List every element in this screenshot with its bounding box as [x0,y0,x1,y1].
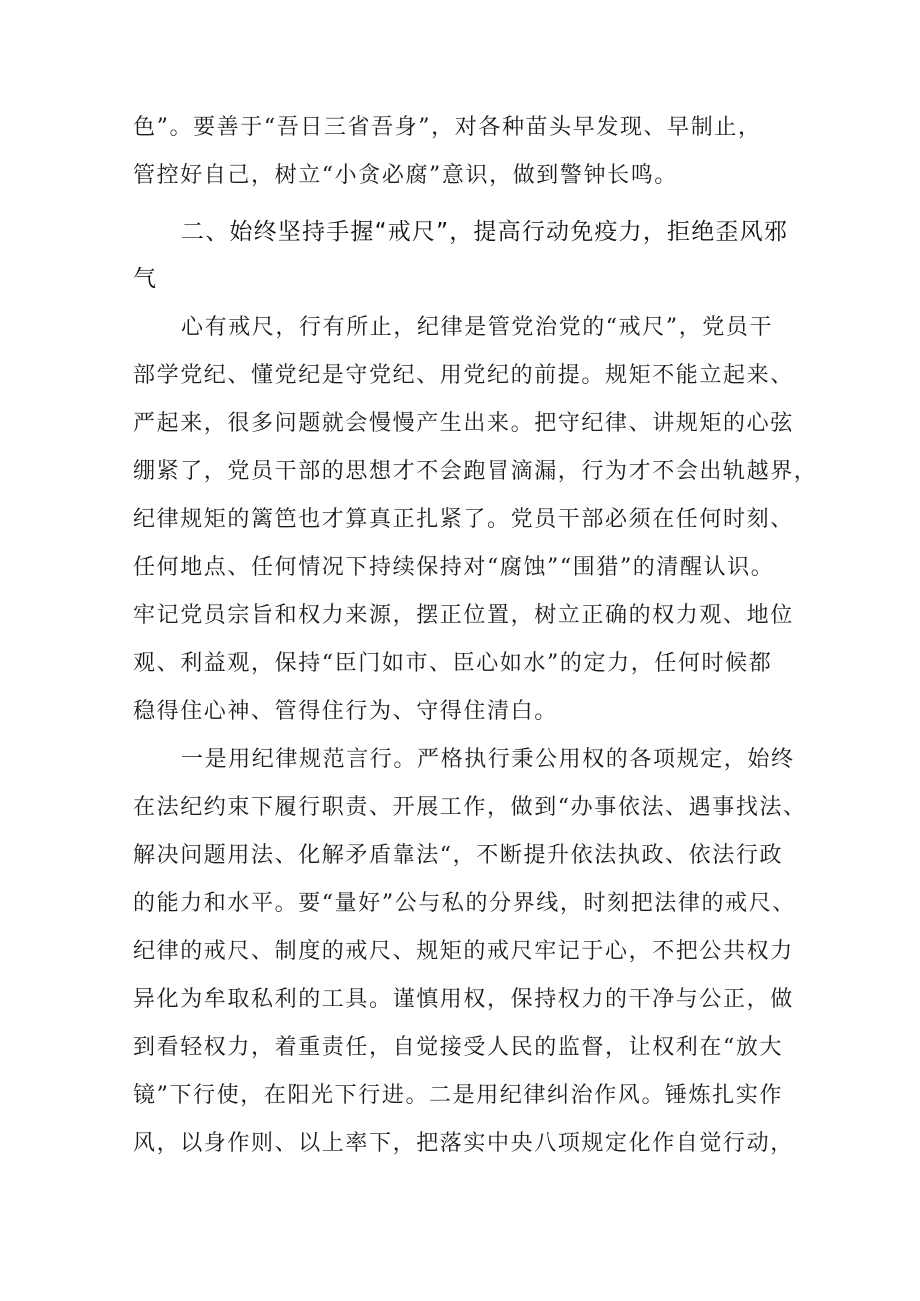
section-heading-continued: 气 [133,266,158,292]
text-line: 纪律的戒尺、制度的戒尺、规矩的戒尺牢记于心，不把公共权力 [133,939,794,964]
text-line: 稳得住心神、管得住行为、守得住清白。 [133,699,558,724]
text-line: 色”。要善于“吾日三省吾身”，对各种苗头早发现、早制止， [133,115,762,140]
text-line: 的能力和水平。要“量好”公与私的分界线，时刻把法律的戒尺、 [133,891,796,916]
text-line: 管控好自己，树立“小贪必腐”意识，做到警钟长鸣。 [133,163,678,188]
text-line: 在法纪约束下履行职责、开展工作，做到“办事依法、遇事找法、 [133,795,807,820]
section-heading: 二、始终坚持手握“戒尺”，提高行动免疫力，拒绝歪风邪 [181,219,789,245]
text-line: 异化为牟取私利的工具。谨慎用权，保持权力的干净与公正，做 [133,987,794,1012]
text-line: 风，以身作则、以上率下，把落实中央八项规定化作自觉行动， [133,1131,794,1156]
text-line: 观、利益观，保持“臣门如市、臣心如水”的定力，任何时候都 [133,651,773,676]
text-line: 一是用纪律规范言行。严格执行秉公用权的各项规定，始终 [181,747,795,772]
text-line: 严起来，很多问题就会慢慢产生出来。把守纪律、讲规矩的心弦 [133,411,794,436]
text-line: 镜”下行使，在阳光下行进。二是用纪律纠治作风。锤炼扎实作 [133,1083,784,1108]
text-line: 绷紧了，党员干部的思想才不会跑冒滴漏，行为才不会出轨越界， [133,459,818,484]
text-line: 心有戒尺，行有所止，纪律是管党治党的“戒尺”，党员干 [181,315,774,340]
text-line: 任何地点、任何情况下持续保持对“腐蚀”“围猎”的清醒认识。 [133,555,775,580]
text-line: 牢记党员宗旨和权力来源，摆正位置，树立正确的权力观、地位 [133,603,794,628]
text-line: 部学党纪、懂党纪是守党纪、用党纪的前提。规矩不能立起来、 [133,363,794,388]
text-line: 解决问题用法、化解矛盾靠法“，不断提升依法执政、依法行政 [133,843,784,868]
text-line: 到看轻权力，着重责任，自觉接受人民的监督，让权利在“放大 [133,1035,784,1060]
text-line: 纪律规矩的篱笆也才算真正扎紧了。党员干部必须在任何时刻、 [133,507,794,532]
